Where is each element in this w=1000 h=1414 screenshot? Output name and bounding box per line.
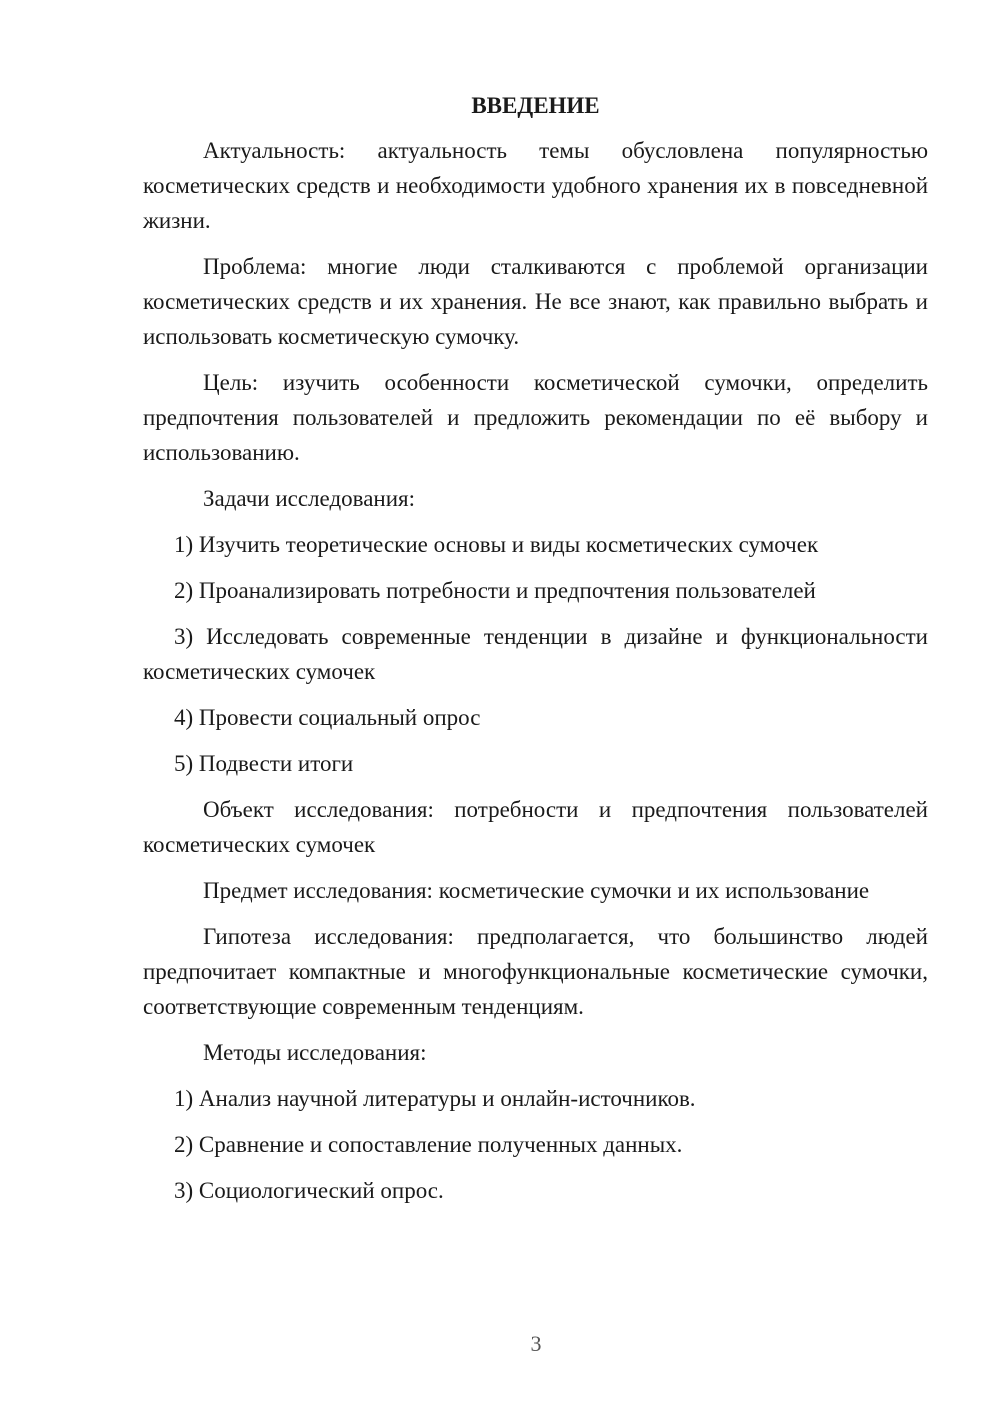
subject-paragraph: Предмет исследования: косметические сумочки и их использование (203, 878, 870, 903)
list-item: 2) Проанализировать потребности и предпочтения пользователей (174, 578, 816, 603)
list-item: 3) Социологический опрос. (174, 1178, 444, 1203)
list-item: 1) Изучить теоретические основы и виды косметических сумочек (174, 532, 819, 557)
list-item: 5) Подвести итоги (174, 751, 354, 776)
tasks-list (143, 527, 928, 781)
list-item: 4) Провести социальный опрос (174, 705, 481, 730)
methods-heading: Методы исследования: (203, 1040, 427, 1065)
tasks-heading: Задачи исследования: (203, 486, 416, 511)
relevance-paragraph: Актуальность: актуальность темы обусловлена популярностью косметических средств и необходимости удобного хранения их в повседневной жизни. (143, 138, 928, 233)
object-paragraph: Объект исследования: потребности и предпочтения пользователей косметических сумочек (143, 797, 928, 857)
hypothesis-paragraph: Гипотеза исследования: предполагается, что большинство людей предпочитает компактные и многофункциональные косметические сумочки, соответствующие современным тенденциям. (143, 924, 928, 1019)
goal-paragraph: Цель: изучить особенности косметической сумочки, определить предпочтения пользователей и предложить рекомендации по её выбору и использованию. (143, 370, 928, 465)
document-body (143, 88, 928, 1219)
list-item: 2) Сравнение и сопоставление полученных данных. (174, 1132, 683, 1157)
section-title: ВВЕДЕНИЕ (471, 93, 600, 118)
methods-list (143, 1081, 928, 1208)
list-item: 1) Анализ научной литературы и онлайн-источников. (174, 1086, 696, 1111)
list-item: 3) Исследовать современные тенденции в дизайне и функциональности косметических сумочек (143, 624, 928, 684)
problem-paragraph: Проблема: многие люди сталкиваются с проблемой организации косметических средств и их хранения. Не все знают, как правильно выбрать и использовать косметическую сумочку. (143, 254, 928, 349)
page-number: 3 (530, 1331, 542, 1356)
